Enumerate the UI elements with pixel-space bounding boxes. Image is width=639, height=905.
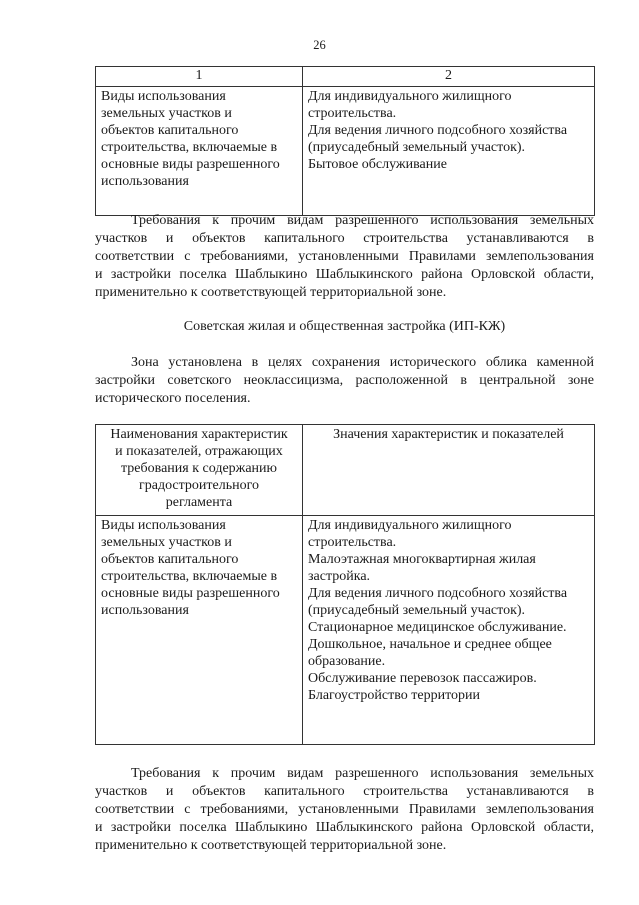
paragraph-line: и застройки поселка Шаблыкино Шаблыкинского района Орловской области, [95, 267, 594, 282]
table-row [96, 516, 595, 745]
paragraph-line: соответствии с требованиями, установленными Правилами землепользования [95, 249, 594, 264]
row-value-cell [303, 87, 595, 216]
row-label-line: земельных участков и [101, 106, 232, 121]
row-label-line: объектов капитального [101, 123, 239, 138]
row-label-line: основные виды разрешенного [101, 157, 280, 172]
row-value-line: Малоэтажная многоквартирная жилая [308, 552, 536, 567]
row-value-line: (приусадебный земельный участок). [308, 603, 526, 618]
table-header-row [96, 425, 595, 516]
header-characteristics-cell [96, 425, 303, 516]
paragraph-line: Требования к прочим видам разрешенного использования земельных [131, 213, 594, 228]
row-label-line: основные виды разрешенного [101, 586, 280, 601]
row-value-line: Для ведения личного подсобного хозяйства [308, 586, 568, 601]
row-label-line: Виды использования [101, 89, 226, 104]
row-label-line: объектов капитального [101, 552, 239, 567]
paragraph-line: Требования к прочим видам разрешенного использования земельных [131, 766, 594, 781]
requirements-paragraph-2 [95, 765, 594, 855]
row-value-cell [303, 516, 595, 745]
paragraph-line: застройки советского неоклассицизма, расположенной в центральной зоне [95, 373, 594, 388]
row-label-line: Виды использования [101, 518, 226, 533]
page-number: 26 [313, 38, 326, 52]
row-value-line: Дошкольное, начальное и среднее общее [308, 637, 552, 652]
header-line: требования к содержанию [121, 461, 277, 476]
paragraph-line: Зона установлена в целях сохранения исторического облика каменной [131, 355, 594, 370]
paragraph-line: соответствии с требованиями, установленными Правилами землепользования [95, 802, 594, 817]
row-value-line: Стационарное медицинское обслуживание. [308, 620, 567, 635]
requirements-paragraph-1 [95, 212, 594, 302]
row-value-line: строительства. [308, 106, 397, 121]
row-value-line: Благоустройство территории [308, 688, 480, 703]
header-line: Наименования характеристик [110, 427, 288, 442]
row-value-line: Обслуживание перевозок пассажиров. [308, 671, 537, 686]
land-use-table-2 [95, 424, 595, 745]
header-values-cell: Значения характеристик и показателей [303, 425, 595, 516]
table-row [96, 87, 595, 216]
header-line: регламента [165, 495, 233, 510]
row-label-cell [96, 516, 303, 745]
header-line: градостроительного [138, 478, 259, 493]
paragraph-line: применительно к соответствующей территориальной зоне. [95, 285, 447, 300]
row-value-line: Бытовое обслуживание [308, 157, 447, 172]
row-value-line: образование. [308, 654, 386, 669]
row-value-line: Для ведения личного подсобного хозяйства [308, 123, 568, 138]
land-use-table-1 [95, 66, 595, 216]
row-value-line: Для индивидуального жилищного [308, 518, 512, 533]
paragraph-line: применительно к соответствующей территориальной зоне. [95, 838, 447, 853]
paragraph-line: и застройки поселка Шаблыкино Шаблыкинского района Орловской области, [95, 820, 594, 835]
row-value-line: Для индивидуального жилищного [308, 89, 512, 104]
row-value-line: застройка. [308, 569, 371, 584]
header-line: и показателей, отражающих [115, 444, 283, 459]
paragraph-line: участков и объектов капитального строительства устанавливаются в [95, 231, 594, 246]
row-value-line: (приусадебный земельный участок). [308, 140, 526, 155]
row-label-line: строительства, включаемые в [101, 569, 278, 584]
column-number-1: 1 [96, 67, 303, 87]
zone-description-paragraph [95, 354, 594, 408]
zone-heading: Советская жилая и общественная застройка (ИП-КЖ) [183, 319, 506, 334]
row-label-line: строительства, включаемые в [101, 140, 278, 155]
row-label-cell [96, 87, 303, 216]
column-number-2: 2 [303, 67, 595, 87]
column-number-row [96, 67, 595, 87]
paragraph-line: исторического поселения. [95, 391, 251, 406]
row-label-line: земельных участков и [101, 535, 232, 550]
row-value-line: строительства. [308, 535, 397, 550]
paragraph-line: участков и объектов капитального строительства устанавливаются в [95, 784, 594, 799]
row-label-line: использования [101, 603, 189, 618]
row-label-line: использования [101, 174, 189, 189]
